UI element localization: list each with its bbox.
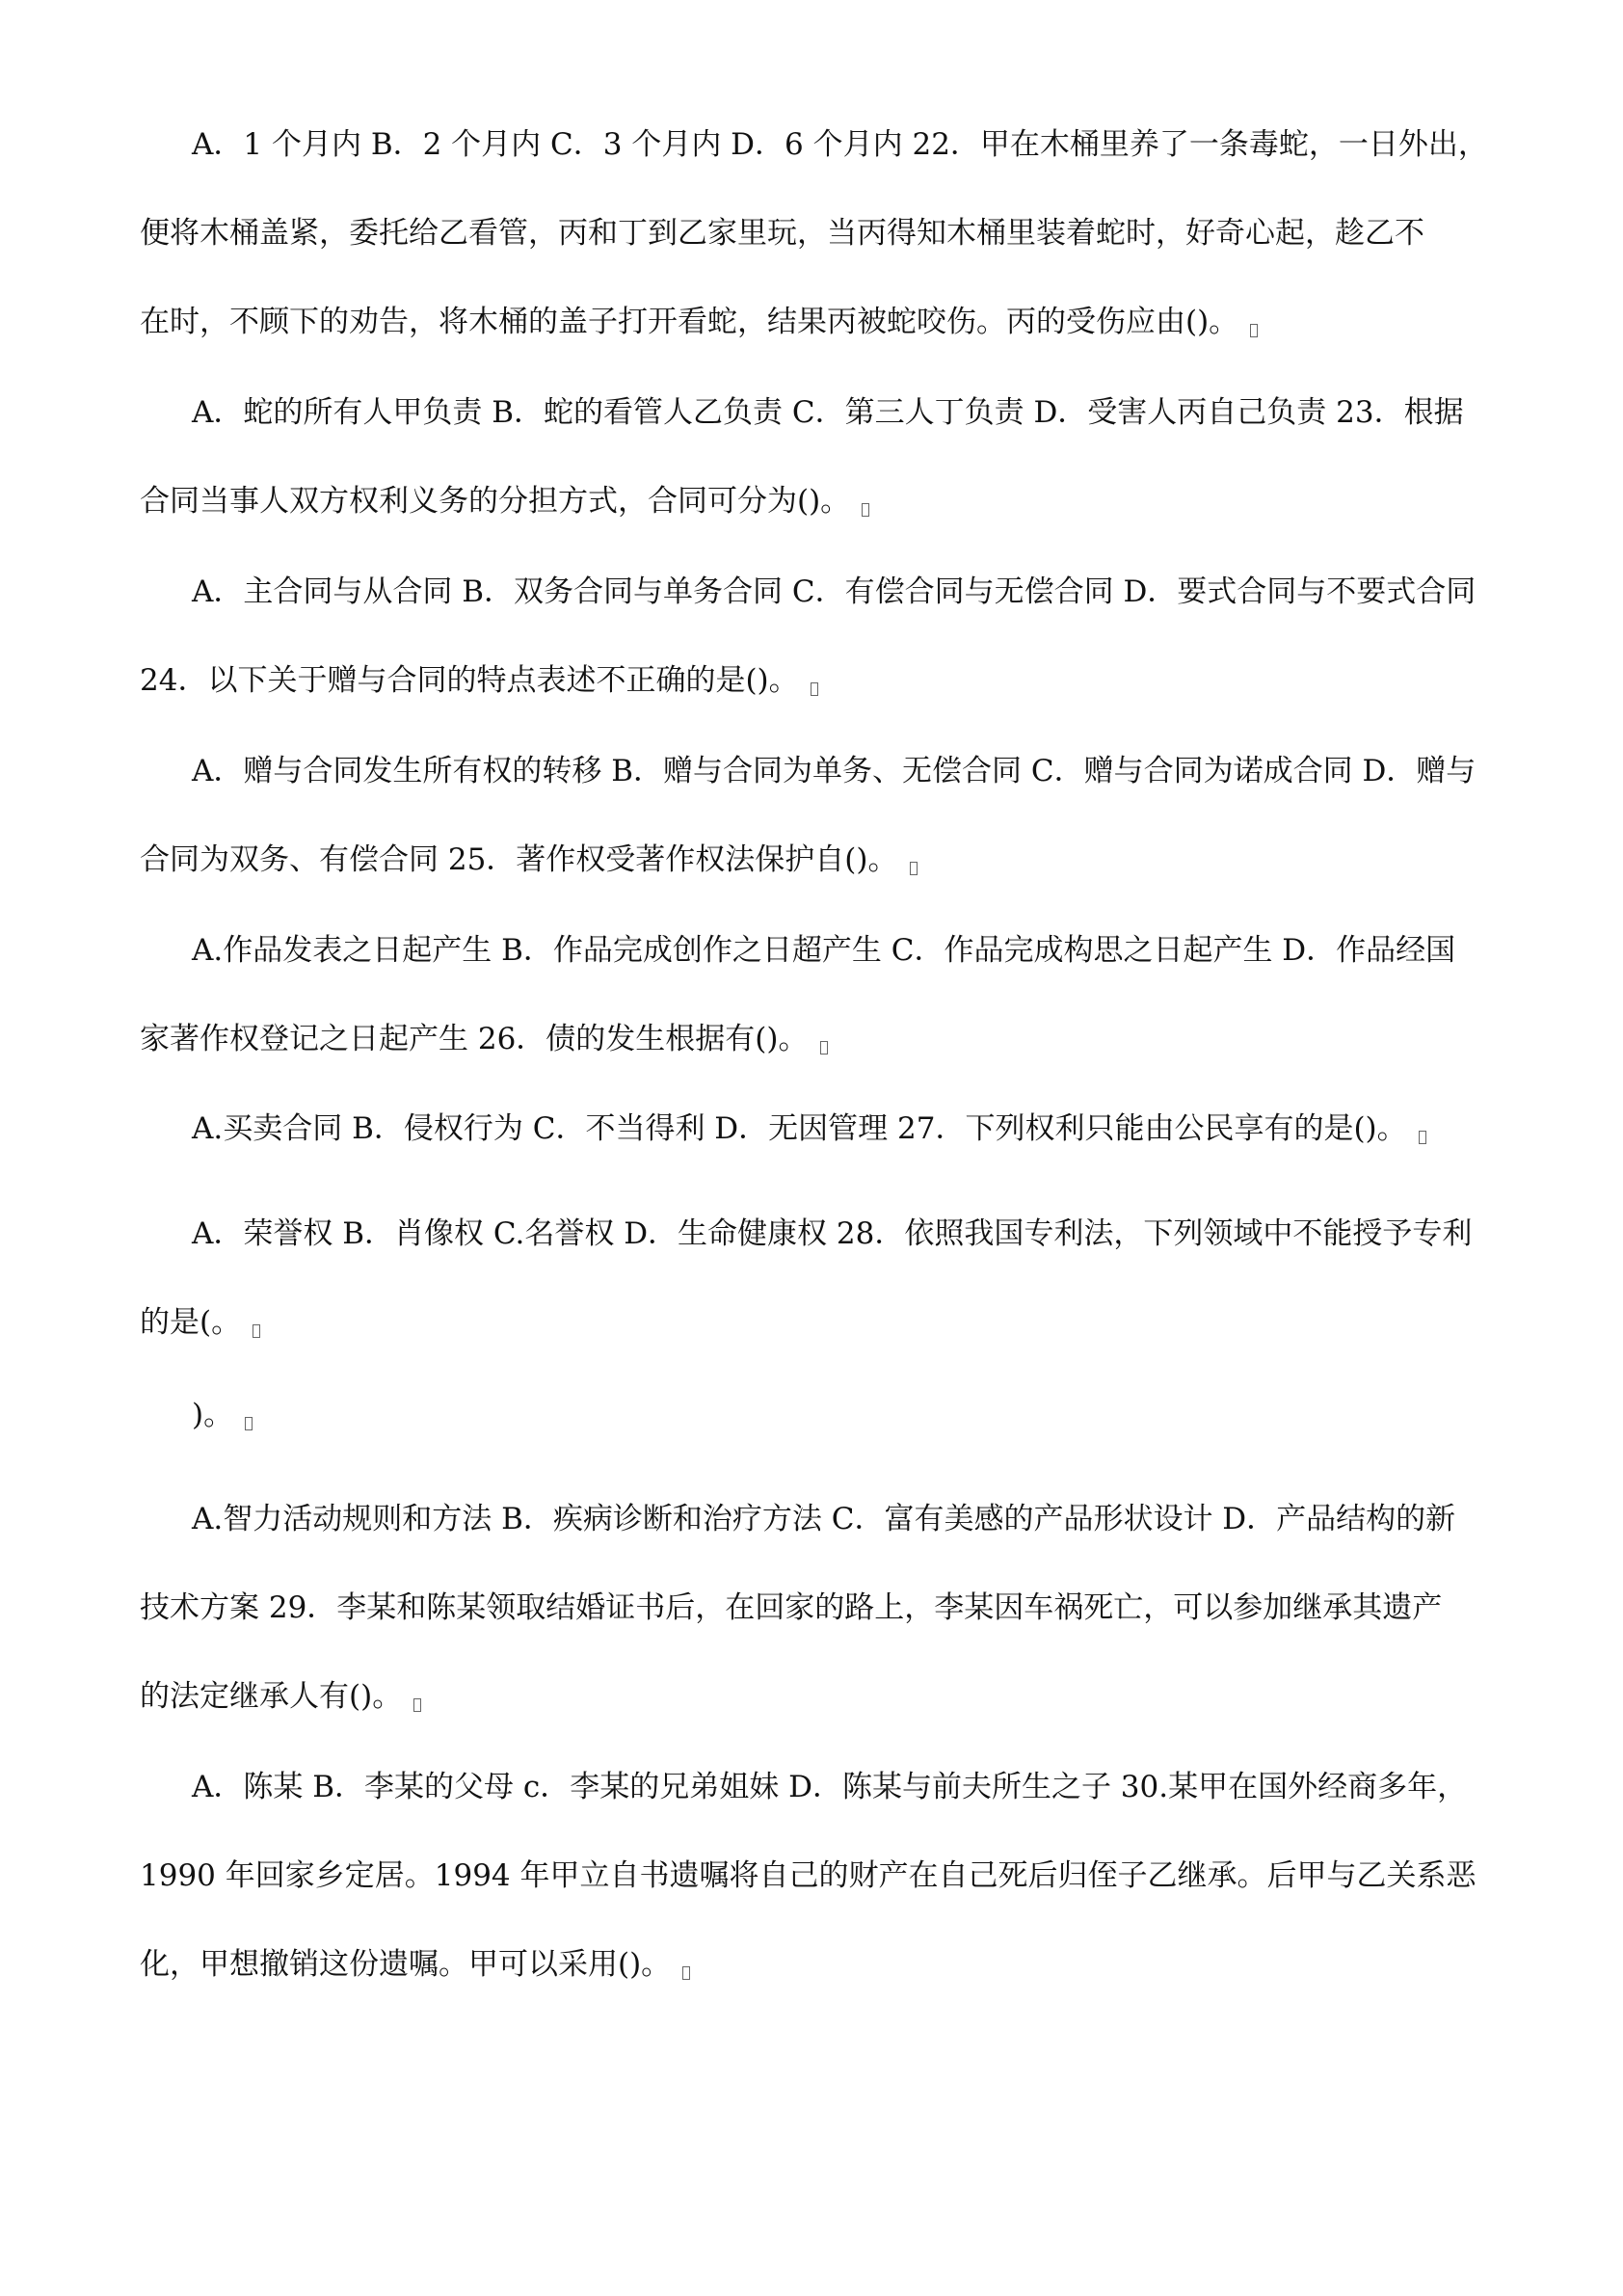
text-line: A.智力活动规则和方法 B．疾病诊断和治疗方法 C．富有美感的产品形状设计 D．产品结构的新 — [192, 1502, 1456, 1536]
line-text: 化，甲想撤销这份遗嘱。甲可以采用()。 — [140, 1947, 672, 1982]
text-line — [140, 995, 1508, 1083]
paragraph-mark-icon — [811, 682, 818, 696]
paragraph-q29 — [140, 1475, 1508, 1741]
paragraph-mark-icon — [1419, 1131, 1426, 1144]
text-line — [140, 1652, 1508, 1741]
paragraph-mark-icon — [253, 1324, 260, 1338]
line-text: )。 — [192, 1398, 234, 1432]
text-line — [140, 1084, 1508, 1173]
line-text: 在时，不顾下的劝告，将木桶的盖子打开看蛇，结果丙被蛇咬伤。丙的受伤应由()。 — [140, 305, 1239, 339]
paragraph-q28 — [140, 1189, 1508, 1367]
line-text: 24．以下关于赠与合同的特点表述不正确的是()。 — [140, 663, 799, 698]
text-line: A．荣誉权 B．肖像权 C.名誉权 D．生命健康权 28．依照我国专利法，下列领域中不能授予专利 — [192, 1216, 1473, 1251]
line-text: A.买卖合同 B．侵权行为 C．不当得利 D．无因管理 27．下列权利只能由公民享有的是()。 — [192, 1111, 1407, 1146]
paragraph-q22 — [140, 100, 1508, 366]
text-line: 1990 年回家乡定居。1994 年甲立自书遗嘱将自己的财产在自己死后归侄子乙继承。后甲与乙关系恶 — [140, 1858, 1477, 1893]
text-line: A．赠与合同发生所有权的转移 B．赠与合同为单务、无偿合同 C．赠与合同为诺成合同 D．赠与 — [192, 754, 1477, 788]
line-text: 合同为双务、有偿合同 25．著作权受著作权法保护自()。 — [140, 842, 898, 877]
paragraph-mark-icon — [1250, 324, 1258, 337]
paragraph-q28-cont — [140, 1371, 1508, 1459]
line-text: 的是(。 — [140, 1305, 242, 1340]
text-line — [140, 1371, 1508, 1459]
text-line: 技术方案 29．李某和陈某领取结婚证书后，在回家的路上，李某因车祸死亡，可以参加继承其遗产 — [140, 1590, 1443, 1625]
paragraph-mark-icon — [862, 503, 869, 517]
text-line: A．陈某 B．李某的父母 c．李某的兄弟姐妹 D．陈某与前夫所生之子 30.某甲在国外经商多年， — [192, 1770, 1468, 1804]
text-line — [140, 278, 1508, 366]
text-line: 便将木桶盖紧，委托给乙看管，丙和丁到乙家里玩，当丙得知木桶里装着蛇时，好奇心起，趁乙不 — [140, 216, 1424, 251]
paragraph-mark-icon — [910, 862, 918, 875]
paragraph-q25 — [140, 727, 1508, 904]
text-line: A．主合同与从合同 B．双务合同与单务合同 C．有偿合同与无偿合同 D．要式合同与不要式合同 — [192, 574, 1477, 609]
text-line — [140, 636, 1508, 725]
line-text: 的法定继承人有()。 — [140, 1679, 403, 1714]
text-line — [140, 815, 1508, 904]
text-line: A.作品发表之日起产生 B．作品完成创作之日超产生 C．作品完成构思之日起产生 D．作品经国 — [192, 933, 1456, 968]
line-text: 合同当事人双方权利义务的分担方式，合同可分为()。 — [140, 484, 851, 519]
text-line — [140, 1278, 1508, 1367]
paragraph-mark-icon — [820, 1041, 828, 1055]
paragraph-q24 — [140, 547, 1508, 725]
text-line — [140, 1920, 1508, 2009]
paragraph-q23 — [140, 368, 1508, 546]
text-line — [140, 457, 1508, 546]
paragraph-mark-icon — [413, 1698, 421, 1712]
paragraph-mark-icon — [245, 1417, 253, 1430]
paragraph-mark-icon — [682, 1966, 690, 1980]
text-line: A．蛇的所有人甲负责 B．蛇的看管人乙负责 C．第三人丁负责 D．受害人丙自己负责 23．根据 — [192, 395, 1464, 430]
line-text: 家著作权登记之日起产生 26．债的发生根据有()。 — [140, 1022, 809, 1056]
paragraph-q27 — [140, 1084, 1508, 1173]
paragraph-q30 — [140, 1743, 1508, 2009]
text-line: A．1 个月内 B．2 个月内 C．3 个月内 D．6 个月内 22．甲在木桶里养了一条毒蛇，一日外出， — [192, 127, 1488, 162]
paragraph-q26 — [140, 906, 1508, 1083]
